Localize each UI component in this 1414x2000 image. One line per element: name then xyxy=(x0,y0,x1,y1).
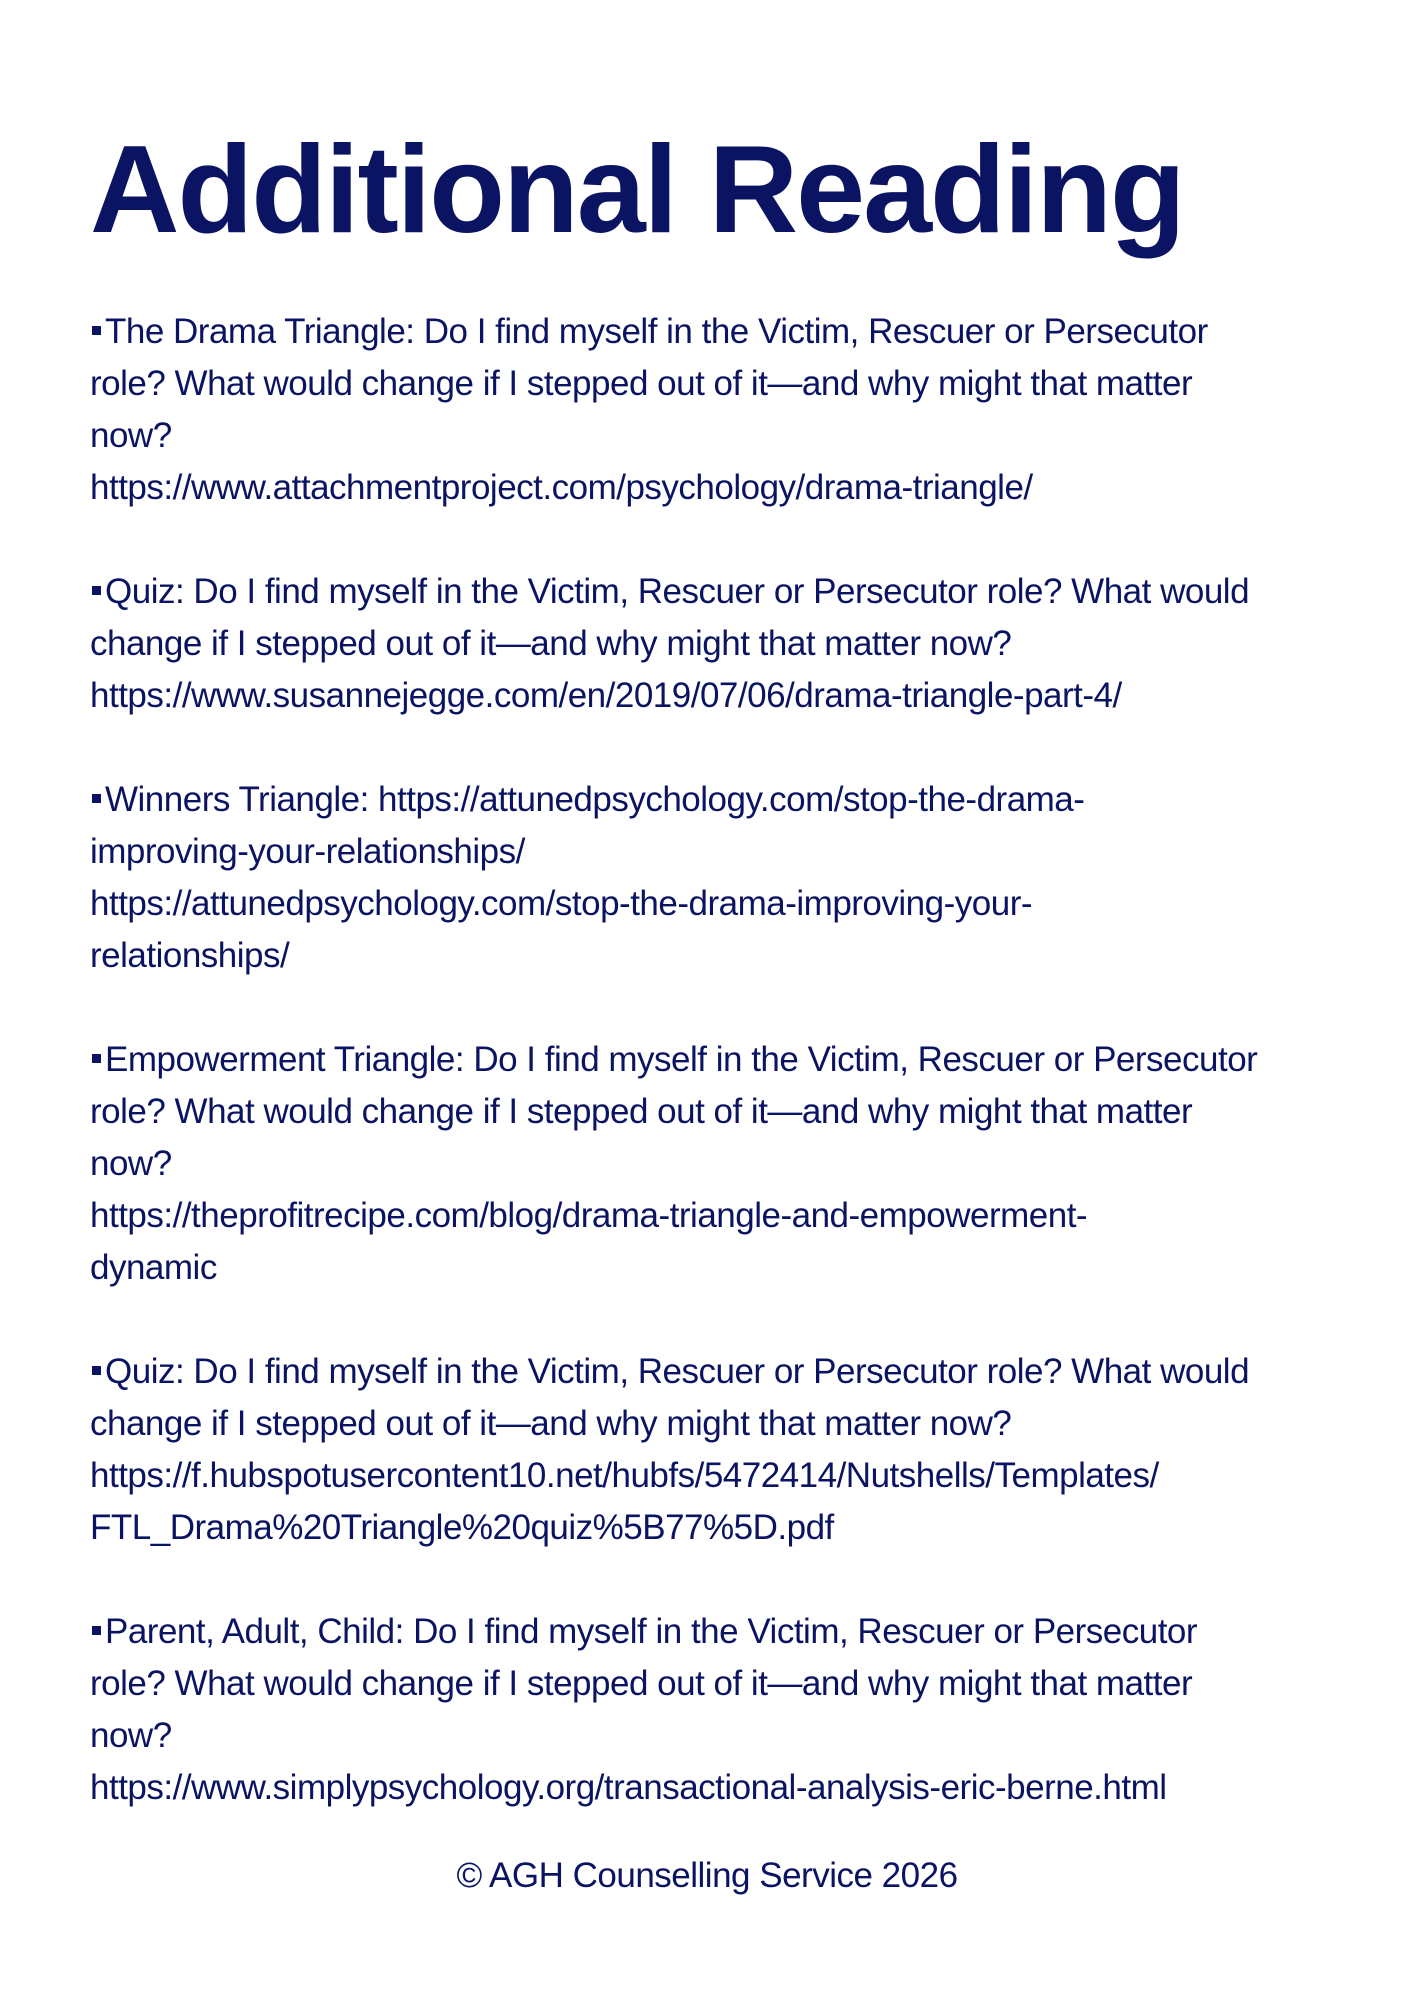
bullet-icon xyxy=(92,794,101,803)
reading-item-line: improving-your-relationships/ xyxy=(90,832,525,871)
reading-item-line: Winners Triangle: https://attunedpsychology.com/stop-the-drama- xyxy=(90,774,1340,826)
reading-item-link[interactable]: https://attunedpsychology.com/stop-the-drama-improving-your- xyxy=(90,884,1033,923)
reading-item-line: Quiz: Do I find myself in the Victim, Rescuer or Persecutor role? What would xyxy=(90,1346,1340,1398)
reading-item-line: now? xyxy=(90,416,172,455)
bullet-icon xyxy=(92,326,101,335)
reading-item-drama-triangle xyxy=(90,306,1340,514)
reading-item-link[interactable]: https://theprofitrecipe.com/blog/drama-triangle-and-empowerment- xyxy=(90,1196,1088,1235)
reading-item-link[interactable]: dynamic xyxy=(90,1248,217,1287)
reading-item-empowerment-triangle xyxy=(90,1034,1340,1294)
bullet-icon xyxy=(92,1626,101,1635)
reading-item-line: role? What would change if I stepped out of it—and why might that matter xyxy=(90,364,1193,403)
reading-item-line: Parent, Adult, Child: Do I find myself in the Victim, Rescuer or Persecutor xyxy=(90,1606,1340,1658)
reading-item-link[interactable]: https://www.attachmentproject.com/psychology/drama-triangle/ xyxy=(90,468,1033,507)
bullet-icon xyxy=(92,1054,101,1063)
page-title: Additional Reading xyxy=(90,121,1184,259)
bullet-icon xyxy=(92,1366,101,1375)
reading-item-parent-adult-child xyxy=(90,1606,1340,1814)
reading-item-link[interactable]: https://www.simplypsychology.org/transactional-analysis-eric-berne.html xyxy=(90,1768,1167,1807)
reading-item-line: change if I stepped out of it—and why might that matter now? xyxy=(90,624,1012,663)
reading-item-line: role? What would change if I stepped out of it—and why might that matter xyxy=(90,1092,1193,1131)
reading-item-line: change if I stepped out of it—and why might that matter now? xyxy=(90,1404,1012,1443)
copyright-footer: © AGH Counselling Service 2026 xyxy=(456,1856,958,1895)
bullet-icon xyxy=(92,586,101,595)
reading-item-quiz-1 xyxy=(90,566,1340,722)
reading-item-winners-triangle xyxy=(90,774,1340,982)
reading-item-link[interactable]: https://f.hubspotusercontent10.net/hubfs/5472414/Nutshells/Templates/ xyxy=(90,1456,1159,1495)
reading-item-link[interactable]: relationships/ xyxy=(90,936,290,975)
reading-list xyxy=(90,306,1340,1866)
reading-item-line: Quiz: Do I find myself in the Victim, Rescuer or Persecutor role? What would xyxy=(90,566,1340,618)
reading-item-line: now? xyxy=(90,1716,172,1755)
reading-item-line: Empowerment Triangle: Do I find myself in the Victim, Rescuer or Persecutor xyxy=(90,1034,1340,1086)
reading-item-line: The Drama Triangle: Do I find myself in the Victim, Rescuer or Persecutor xyxy=(90,306,1340,358)
reading-item-link[interactable]: FTL_Drama%20Triangle%20quiz%5B77%5D.pdf xyxy=(90,1508,834,1547)
reading-item-quiz-2 xyxy=(90,1346,1340,1554)
reading-item-line: role? What would change if I stepped out of it—and why might that matter xyxy=(90,1664,1193,1703)
reading-item-link[interactable]: https://www.susannejegge.com/en/2019/07/06/drama-triangle-part-4/ xyxy=(90,676,1122,715)
reading-item-line: now? xyxy=(90,1144,172,1183)
